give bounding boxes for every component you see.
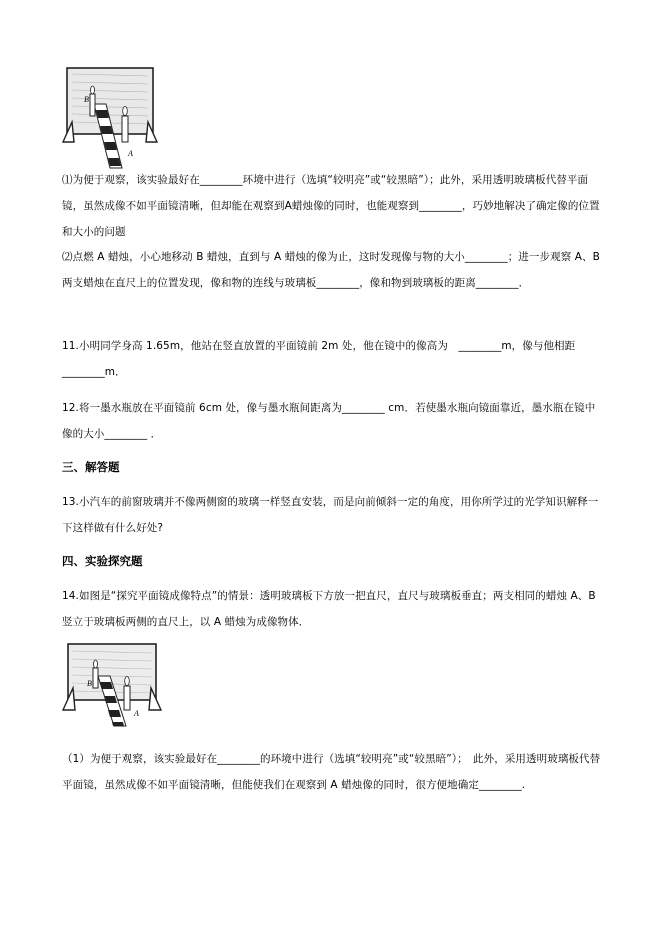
section-heading-experiment: 四、实验探究题 <box>62 554 143 568</box>
experiment-figure-1 <box>60 64 160 172</box>
question-14-intro: 14.如图是“探究平面镜成像特点”的情景：透明玻璃板下方放一把直尺，直尺与玻璃板垂直；两支相同的蜡烛 A、B 竖立于玻璃板两侧的直尺上，以 A 蜡烛为成像物体． <box>62 590 596 628</box>
question-11: 11.小明同学身高 1.65m，他站在竖直放置的平面镜前 2m 处，他在镜中的像高为 ________m，像与他相距 ________m． <box>62 340 586 378</box>
label-b: B <box>87 679 92 688</box>
candle-a-flame <box>125 677 130 686</box>
glass-plate-illustration-2 <box>60 640 164 730</box>
question-14-part-1: （1）为便于观察，该实验最好在________的环境中进行（选填“较明亮”或“较黑暗”）； 此外，采用透明玻璃板代替平面镜，虽然成像不如平面镜清晰，但能使我们在观察到 A 蜡烛像的同时，很方便地确定________. <box>62 753 601 791</box>
question-13: 13.小汽车的前窗玻璃并不像两侧窗的玻璃一样竖直安装，而是向前倾斜一定的角度，用你所学过的光学知识解释一下这样做有什么好处? <box>62 496 599 534</box>
section-heading-answer: 三、解答题 <box>62 460 120 474</box>
candle-b <box>90 94 95 116</box>
candle-b-flame <box>94 660 98 668</box>
label-a: A <box>134 709 139 718</box>
candle-a <box>124 686 130 710</box>
candle-b-flame <box>91 86 95 94</box>
candle-a <box>122 116 128 142</box>
label-b: B <box>84 95 89 104</box>
experiment-figure-2 <box>60 640 164 730</box>
question-10-part-2: ⑵点燃 A 蜡烛，小心地移动 B 蜡烛，直到与 A 蜡烛的像为止，这时发现像与物的大小________；进一步观察 A、B两支蜡烛在直尺上的位置发现，像和物的连线与玻璃板________，像和物到玻璃板的距离________． <box>62 251 600 289</box>
question-12: 12.将一墨水瓶放在平面镜前 6cm 处，像与墨水瓶间距离为________ cm．若使墨水瓶向镜面靠近，墨水瓶在镜中像的大小________ ． <box>62 402 596 440</box>
question-10-part-1: ⑴为便于观察，该实验最好在________环境中进行（选填“较明亮”或“较黑暗”）；此外，采用透明玻璃板代替平面镜，虽然成像不如平面镜清晰，但却能在观察到A蜡烛像的同时，也能观察到________，巧妙地解决了确定像的位置和大小的问题 <box>62 174 600 238</box>
candle-b <box>93 668 98 688</box>
glass-plate-illustration <box>60 64 160 172</box>
label-a: A <box>128 149 133 158</box>
candle-a-flame <box>123 107 128 116</box>
